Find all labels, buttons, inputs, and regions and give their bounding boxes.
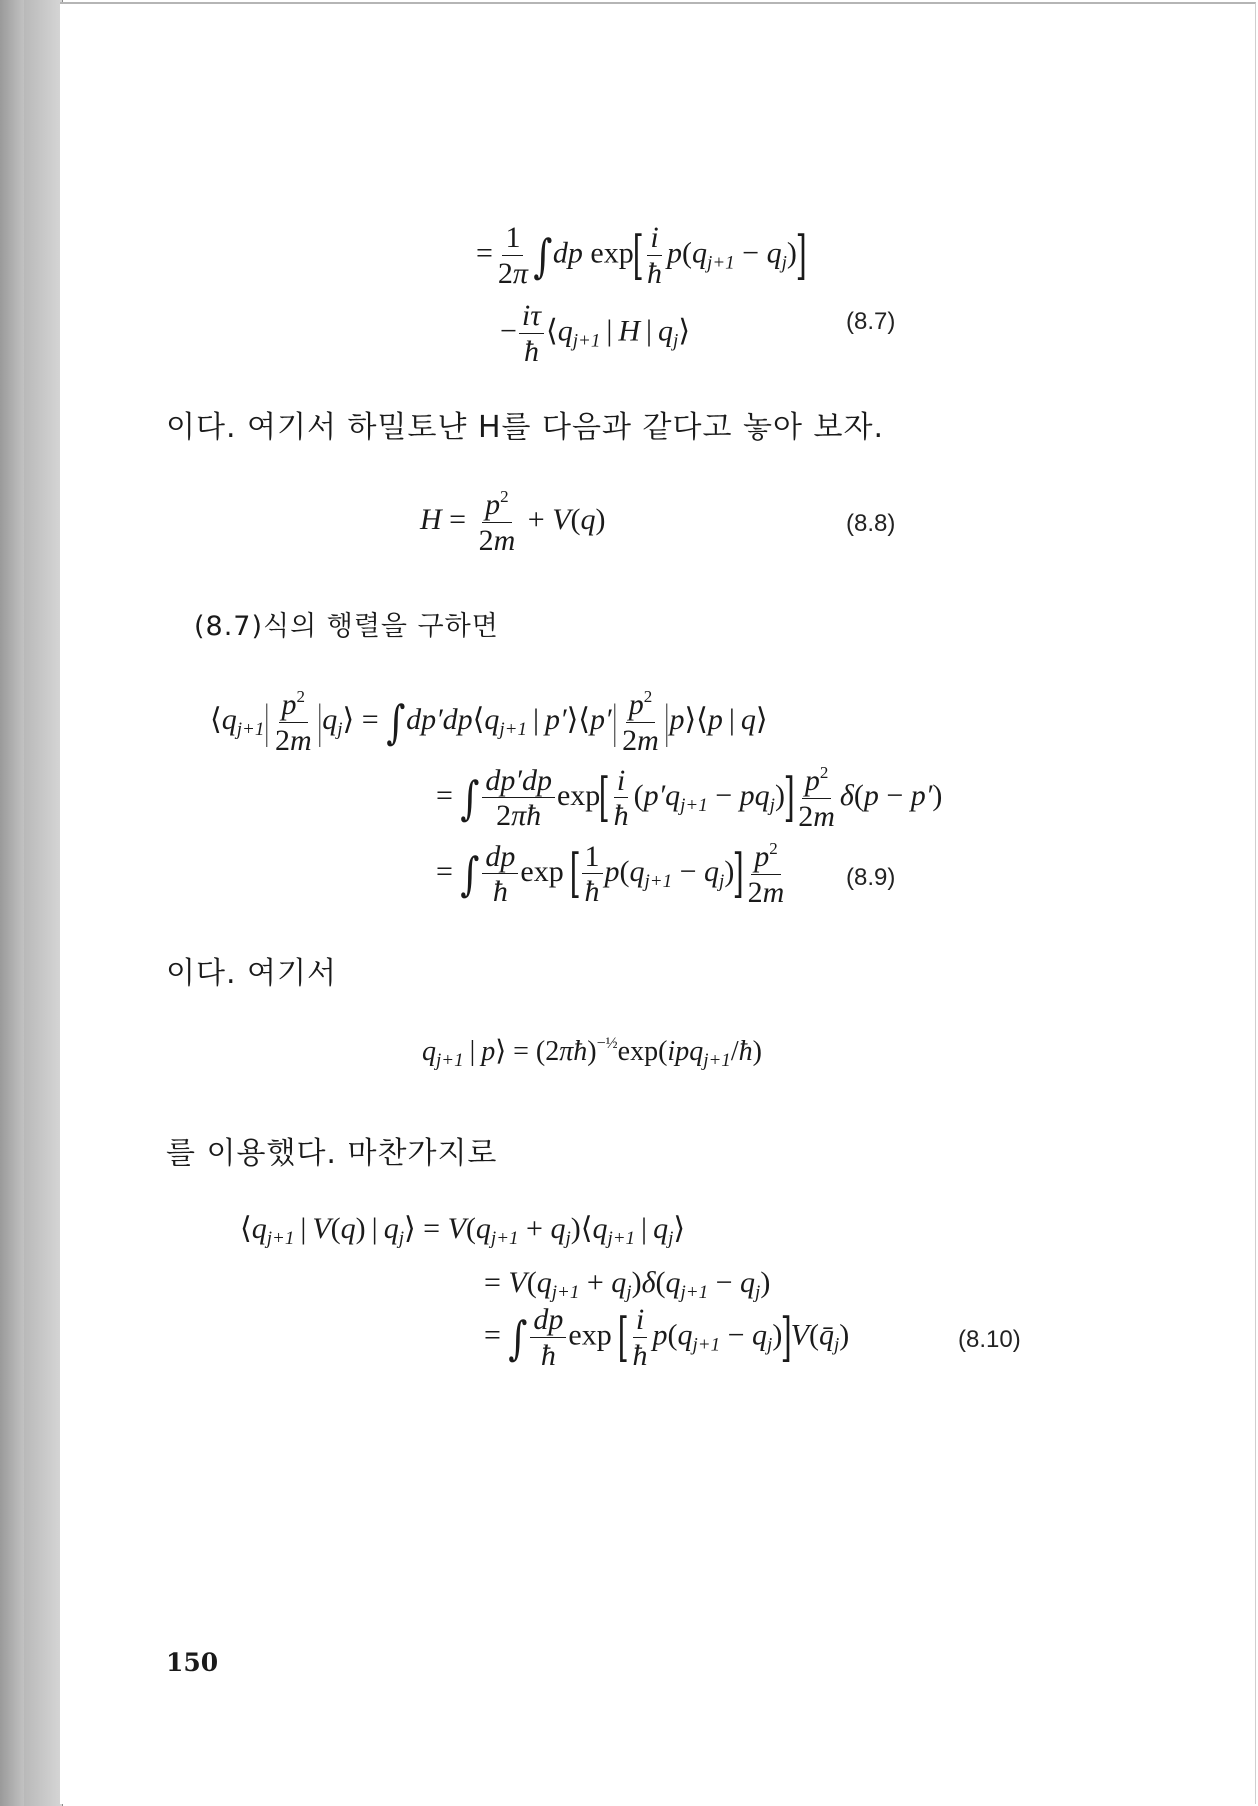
equation-number-8-7: (8.7) xyxy=(846,308,896,335)
book-page xyxy=(60,2,1256,1804)
equation-8-9-line-1: $⟨q_{j+1}|$ $\frac{p^2}{2m}$ $|q_j⟩$ = $\int dp'dp⟨q_{j+1}$ | p′⟩⟨p′| $\frac{p^2}{2m}$ |p⟩⟨p | q⟩ xyxy=(210,687,768,757)
paragraph-text: 이다. 여기서 xyxy=(166,956,337,991)
page-number: 150 xyxy=(166,1648,219,1677)
book-spine-edge xyxy=(24,0,63,1806)
equation-plane-wave: $q_{j+1}$ | p⟩ = (2πħ)$^{-\frac{1}{2}}$exp(ipq$_{j+1}$/ħ) xyxy=(422,1035,762,1071)
equation-8-9-line-3: = ∫ $\frac{dp}{ħ}$ exp [ $\frac{1}{ħ}$ $p(q_{j+1} - q_j)$] $\frac{p^2}{2m}$ xyxy=(436,839,785,909)
paragraph-text: (8.7)식의 행렬을 구하면 xyxy=(194,611,499,642)
equation-8-7-line-1: = $\frac{1}{2\pi}$ ∫dp exp[ $\frac{i}{ħ}$ $p(q_{j+1} - q_j)$] xyxy=(476,221,807,290)
equation-8-10-line-1: $⟨q_{j+1}$ | V(q) | $q_j⟩ = V(q_{j+1}$ + $q_j)⟨q_{j+1}$ | $q_j⟩$ xyxy=(240,1212,686,1249)
equation-8-8: H = $\frac{p^2}{2m}$ + V(q) xyxy=(420,487,606,557)
equation-number-8-10: (8.10) xyxy=(958,1326,1021,1353)
equation-number-8-9: (8.9) xyxy=(846,864,896,891)
equation-8-10-line-2: = $V(q_{j+1} + q_j)\delta(q_{j+1} - q_j)$ xyxy=(484,1266,771,1303)
equation-8-9-line-2: = ∫ $\frac{dp'dp}{2\pi ħ}$ exp[ $\frac{i}{ħ}$ $(p'q_{j+1} - pq_j)$] $\frac{p^2}{2m}$ δ(p − p′) xyxy=(436,763,943,833)
equation-8-10-line-3: = ∫ $\frac{dp}{ħ}$ exp [ $\frac{i}{ħ}$ $p(q_{j+1}$ − $q_j)]V(q̄_j)$ xyxy=(484,1303,850,1372)
equation-8-7-line-2: − $\frac{i\tau}{ħ}$ $⟨q_{j+1}$ | H | $q_j⟩$ xyxy=(500,299,691,368)
paragraph-text: 이다. 여기서 하밀토냔 H를 다음과 같다고 놓아 보자. xyxy=(166,410,884,445)
paragraph-text: 를 이용했다. 마찬가지로 xyxy=(166,1136,498,1171)
equation-number-8-8: (8.8) xyxy=(846,510,896,537)
